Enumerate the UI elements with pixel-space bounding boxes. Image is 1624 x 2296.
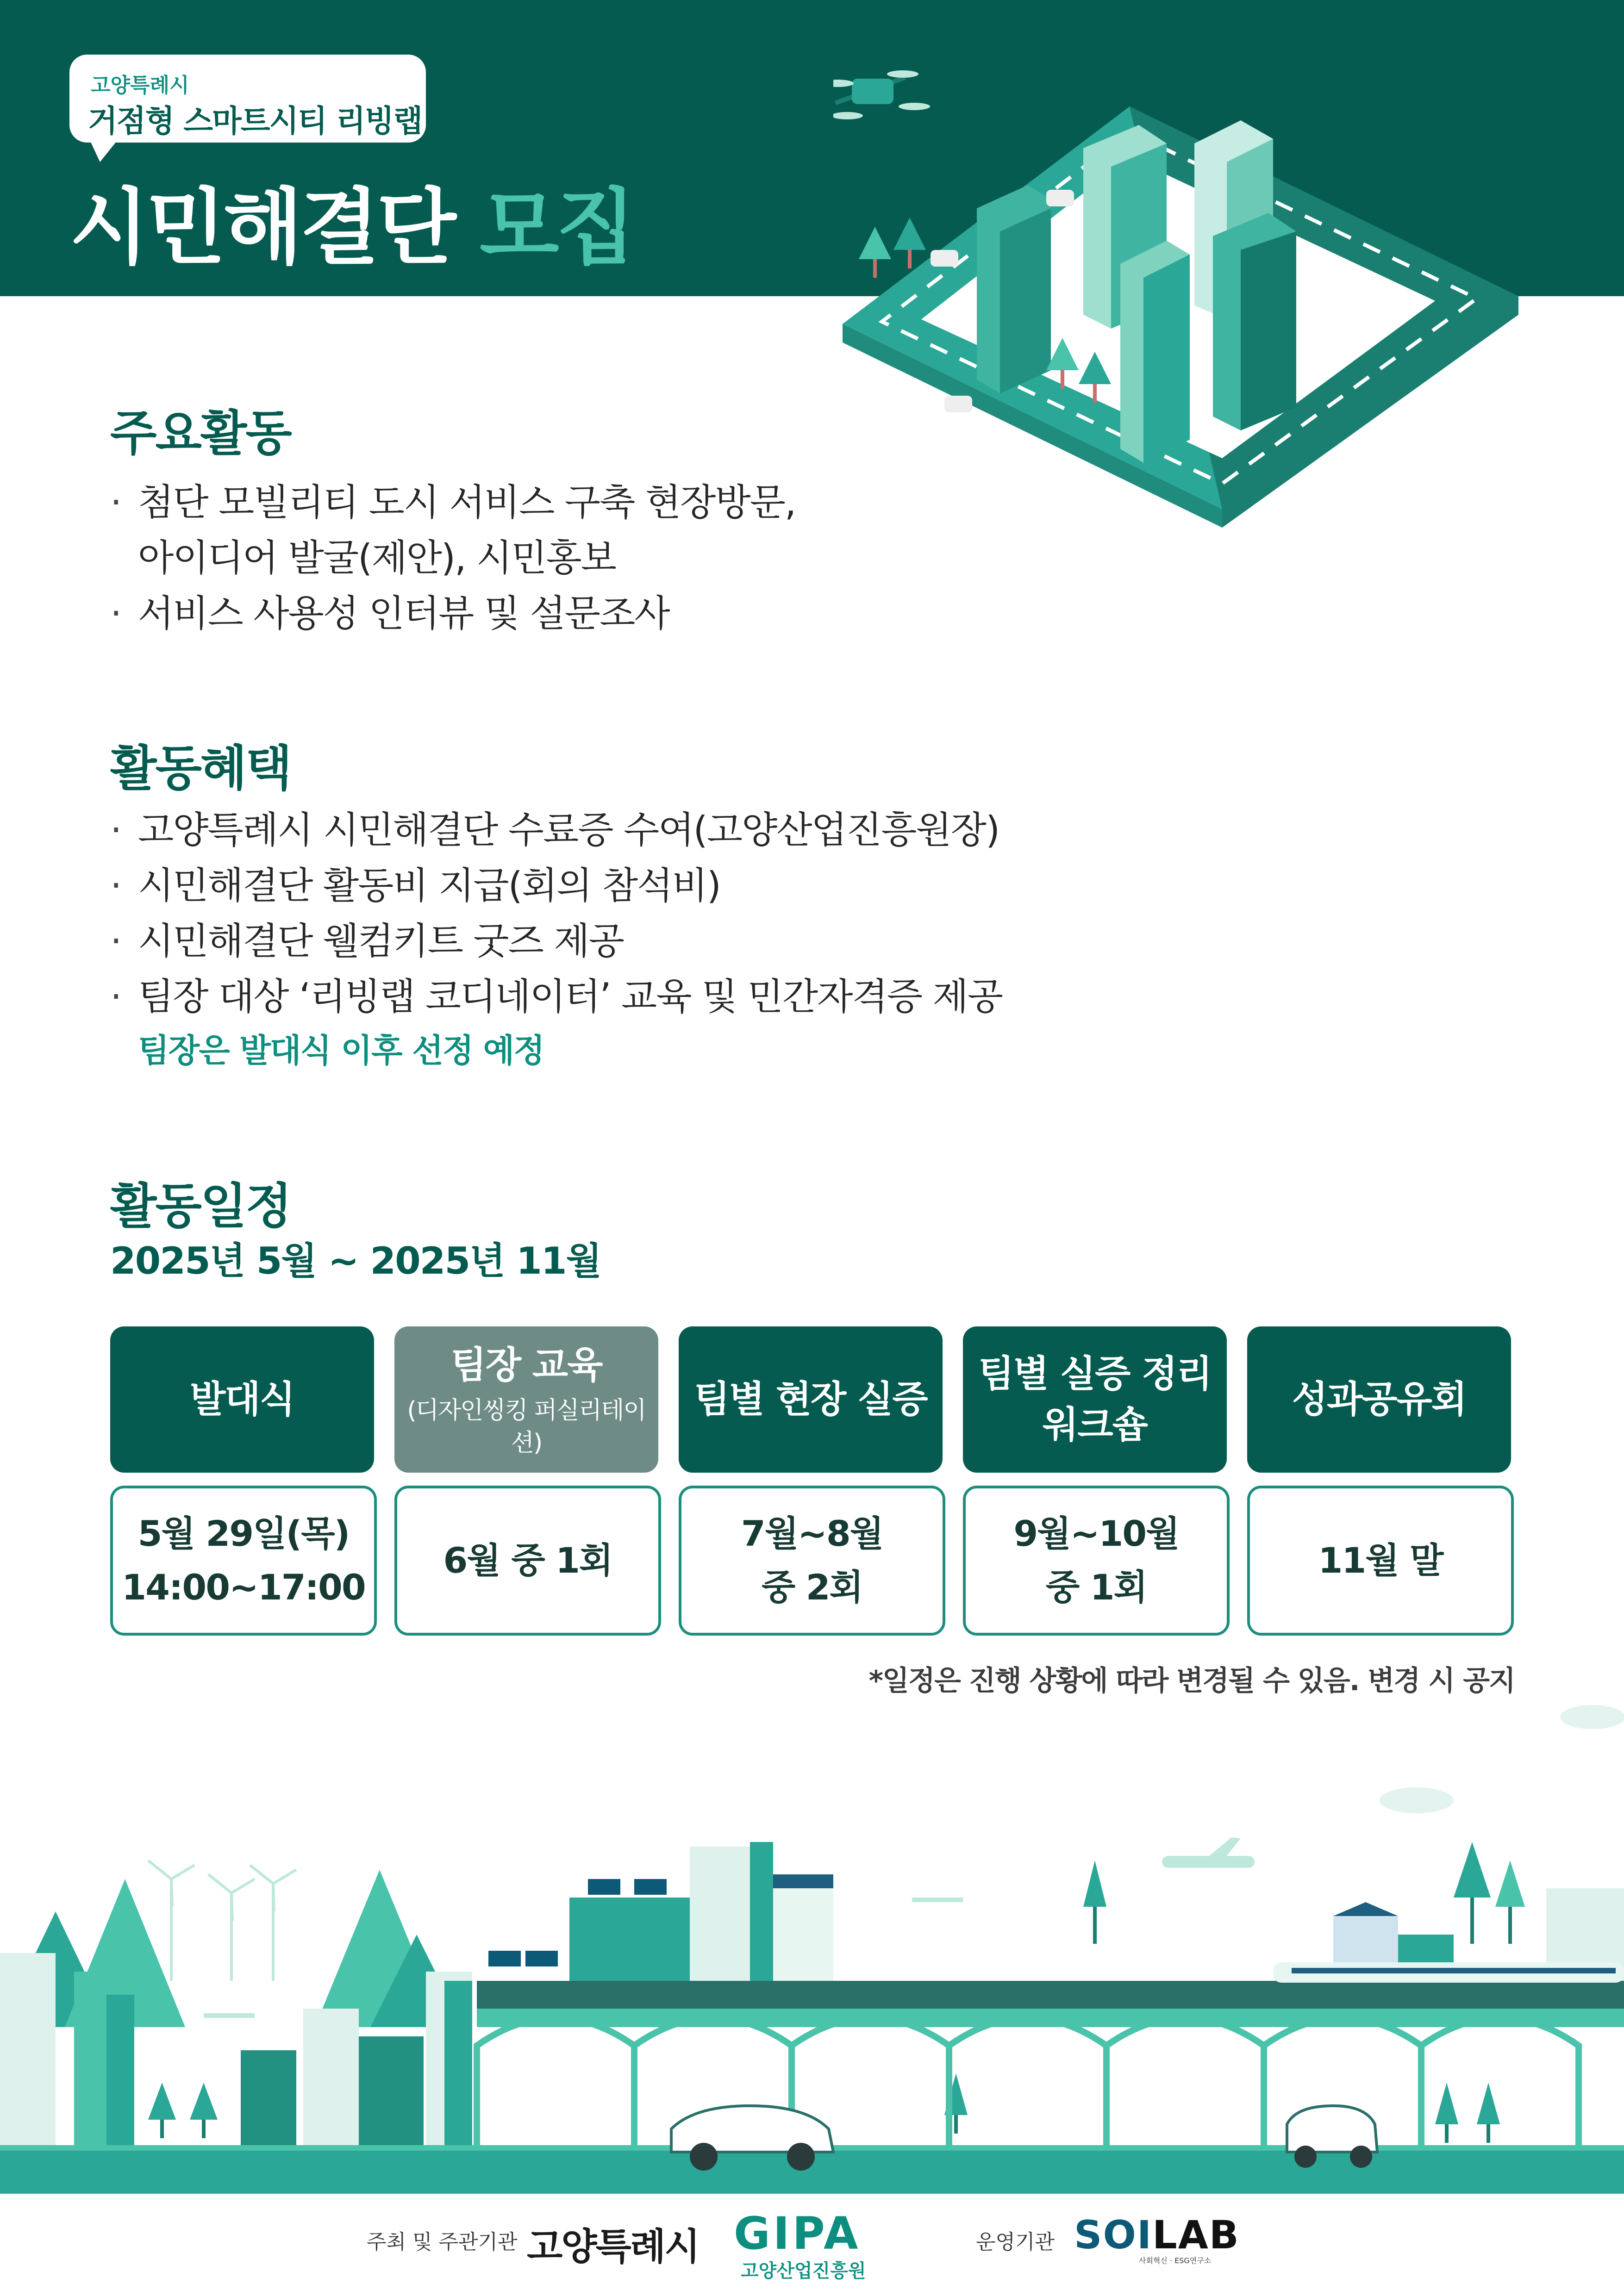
- step-2-date: 6월 중 1회: [394, 1486, 661, 1636]
- title-white: 시민해결단: [69, 180, 454, 275]
- soilab-logo-a: SOI: [1074, 2212, 1153, 2258]
- list-item-text: 팀장 대상 ‘리빙랩 코디네이터’ 교육 및 민간자격증 제공: [138, 975, 1003, 1018]
- list-item: · 시민해결단 활동비 지급(회의 참석비): [110, 864, 720, 907]
- list-item-text: 시민해결단 웰컴키트 굿즈 제공: [138, 920, 624, 963]
- list-item: · 서비스 사용성 인터뷰 및 설문조사: [110, 592, 669, 635]
- leader-note: 팀장은 발대식 이후 선정 예정: [138, 1032, 544, 1070]
- schedule-period: 2025년 5월 ~ 2025년 11월: [110, 1239, 601, 1282]
- train-icon: [1273, 1962, 1624, 1983]
- schedule-title: 활동일정: [110, 1178, 291, 1234]
- step-5-header: [1247, 1326, 1511, 1473]
- step-label: 팀별 실증 정리 워크숍: [978, 1352, 1212, 1446]
- drone-icon: [833, 70, 930, 119]
- badge-subtitle: 고양특례시: [91, 74, 189, 97]
- page-title: [69, 161, 633, 280]
- step-4-header: [963, 1326, 1227, 1473]
- list-item-text: 고양특례시 시민해결단 수료증 수여(고양산업진흥원장): [138, 809, 999, 852]
- airplane-icon: [1162, 1837, 1255, 1868]
- list-item: · 첨단 모빌리티 도시 서비스 구축 현장방문,: [110, 481, 796, 524]
- gipa-name: 고양산업진흥원: [741, 2260, 866, 2282]
- step-sublabel: (디자인씽킹 퍼실리테이션): [407, 1397, 646, 1457]
- schedule-note: *일정은 진행 상황에 따라 변경될 수 있음. 변경 시 공지: [868, 1665, 1515, 1697]
- step-1-header: [110, 1326, 374, 1473]
- soilab-logo: [1074, 2212, 1240, 2258]
- cityscape-illustration: [0, 1694, 1624, 2194]
- activities-title: 주요활동: [110, 405, 291, 461]
- host-org: 고양특례시: [527, 2225, 699, 2268]
- benefits-list: [110, 803, 1002, 1076]
- list-item: · 고양특례시 시민해결단 수료증 수여(고양산업진흥원장): [110, 809, 999, 852]
- list-item-text: 시민해결단 활동비 지급(회의 참석비): [138, 864, 720, 907]
- list-item-continuation: 아이디어 발굴(제안), 시민홍보: [138, 536, 616, 579]
- list-item: · 시민해결단 웰컴키트 굿즈 제공: [110, 920, 624, 963]
- step-label: 팀별 현장 실증: [694, 1378, 927, 1421]
- list-item-text: 서비스 사용성 인터뷰 및 설문조사: [138, 592, 669, 635]
- step-3-date: 7월~8월 중 2회: [679, 1486, 945, 1636]
- gipa-logo: GIPA: [734, 2208, 861, 2259]
- soilab-sub: 사회혁신 · ESG연구소: [1139, 2256, 1212, 2265]
- wind-turbine-icon: [148, 1860, 296, 1981]
- step-5-date: 11월 말: [1247, 1486, 1514, 1636]
- step-3-header: [679, 1326, 943, 1473]
- host-label: 주최 및 주관기관: [367, 2230, 518, 2254]
- step-4-date: 9월~10월 중 1회: [963, 1486, 1230, 1636]
- smart-city-illustration: [833, 56, 1555, 546]
- list-item-text: 첨단 모빌리티 도시 서비스 구축 현장방문,: [138, 481, 796, 524]
- benefits-title: 활동혜택: [110, 740, 291, 796]
- soilab-logo-b: LAB: [1152, 2212, 1240, 2258]
- operator-label: 운영기관: [976, 2230, 1055, 2254]
- step-1-date: 5월 29일(목) 14:00~17:00: [110, 1486, 377, 1636]
- title-green: 모집: [479, 180, 633, 275]
- step-2-header: [394, 1326, 658, 1473]
- step-label: 팀장 교육: [450, 1344, 602, 1387]
- activities-list: [110, 475, 795, 641]
- badge-title: 거점형 스마트시티 리빙랩: [88, 103, 422, 139]
- step-label: 발대식: [190, 1378, 294, 1421]
- step-label: 성과공유회: [1292, 1378, 1467, 1421]
- list-item: · 팀장 대상 ‘리빙랩 코디네이터’ 교육 및 민간자격증 제공: [110, 975, 1003, 1018]
